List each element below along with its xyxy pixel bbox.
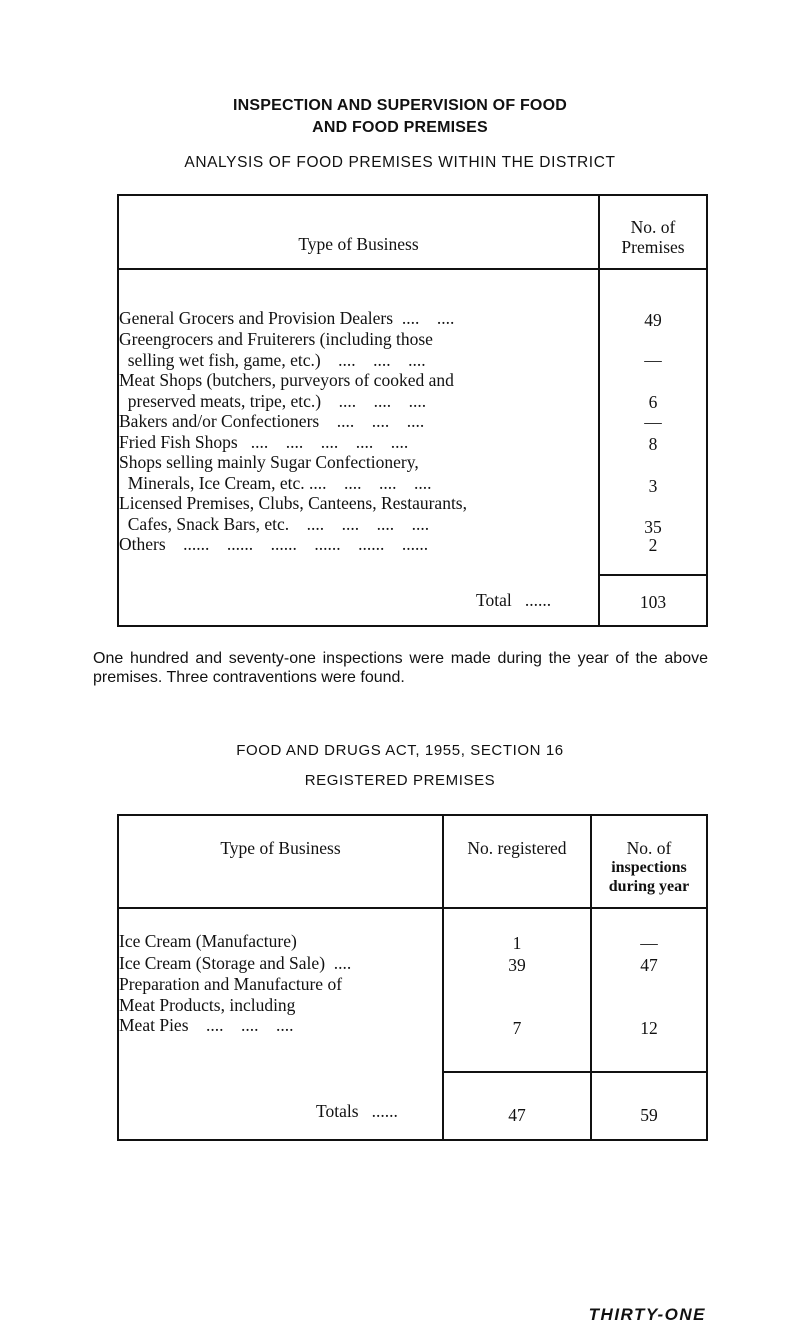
table-row-label: Ice Cream (Storage and Sale) .... <box>119 953 352 973</box>
table-row-label: General Grocers and Provision Dealers .... .... <box>119 308 455 328</box>
section-subtitle: ANALYSIS OF FOOD PREMISES WITHIN THE DISTRICT <box>184 154 616 171</box>
table-row-label: Meat Shops (butchers, purveyors of cooked and preserved meats, tripe, etc.) .... .... .... <box>119 370 454 411</box>
page-number: THIRTY-ONE <box>588 1305 706 1324</box>
table-row-label: Licensed Premises, Clubs, Canteens, Restaurants, Cafes, Snack Bars, etc. .... .... .... .... <box>119 493 467 534</box>
table-row-registered: 7 <box>512 1018 522 1038</box>
column-header-type: Type of Business <box>220 838 341 858</box>
table-row-value: — <box>644 350 662 370</box>
table-row-value: 49 <box>644 310 662 330</box>
table-row-value: 35 <box>644 517 662 537</box>
column-header-inspections-line1: No. of <box>626 838 672 858</box>
table-row-value: — <box>644 412 662 432</box>
column-header-no-line1: No. of <box>630 217 676 237</box>
column-header-inspections-line3: during year <box>608 878 690 895</box>
inspection-summary: One hundred and seventy-one inspections were made during the year of the above premises. Three contraventions were found. <box>93 650 708 686</box>
table-row-inspections: 12 <box>640 1018 658 1038</box>
total-value: 103 <box>639 592 667 612</box>
table-row-value: 2 <box>648 535 658 555</box>
column-header-inspections-line2: inspections <box>611 859 687 876</box>
table-row-label: Preparation and Manufacture of Meat Products, including Meat Pies .... .... .... <box>119 974 343 1035</box>
table-row-value: 3 <box>648 476 658 496</box>
total-label: Total ...... <box>476 590 552 610</box>
table-row-label: Bakers and/or Confectioners .... .... .... <box>119 411 425 431</box>
totals-registered: 47 <box>508 1105 526 1125</box>
column-header-type: Type of Business <box>298 234 419 254</box>
table-row-registered: 39 <box>508 955 526 975</box>
table-row-label: Ice Cream (Manufacture) <box>119 931 297 951</box>
registered-premises-title: REGISTERED PREMISES <box>304 772 496 789</box>
column-header-registered: No. registered <box>467 838 567 858</box>
totals-label: Totals ...... <box>316 1101 398 1121</box>
table-row-label: Others ...... ...... ...... ...... ...... ...... <box>119 534 429 554</box>
page-title-line2: AND FOOD PREMISES <box>312 119 488 136</box>
table-row-registered: 1 <box>512 933 522 953</box>
table-row-value: 6 <box>648 392 658 412</box>
page-title-line1: INSPECTION AND SUPERVISION OF FOOD <box>233 97 567 114</box>
table-row-inspections: — <box>640 933 658 953</box>
table-row-inspections: 47 <box>640 955 658 975</box>
table-row-value: 8 <box>648 434 658 454</box>
table-row-label: Greengrocers and Fruiterers (including those selling wet fish, game, etc.) .... .... .... <box>119 329 433 370</box>
table-row-label: Shops selling mainly Sugar Confectionery, Minerals, Ice Cream, etc. .... .... .... .... <box>119 452 432 493</box>
column-header-no-line2: Premises <box>621 237 685 257</box>
act-title: FOOD AND DRUGS ACT, 1955, SECTION 16 <box>236 742 564 759</box>
totals-inspections: 59 <box>640 1105 658 1125</box>
table-row-label: Fried Fish Shops .... .... .... .... .... <box>119 432 409 452</box>
